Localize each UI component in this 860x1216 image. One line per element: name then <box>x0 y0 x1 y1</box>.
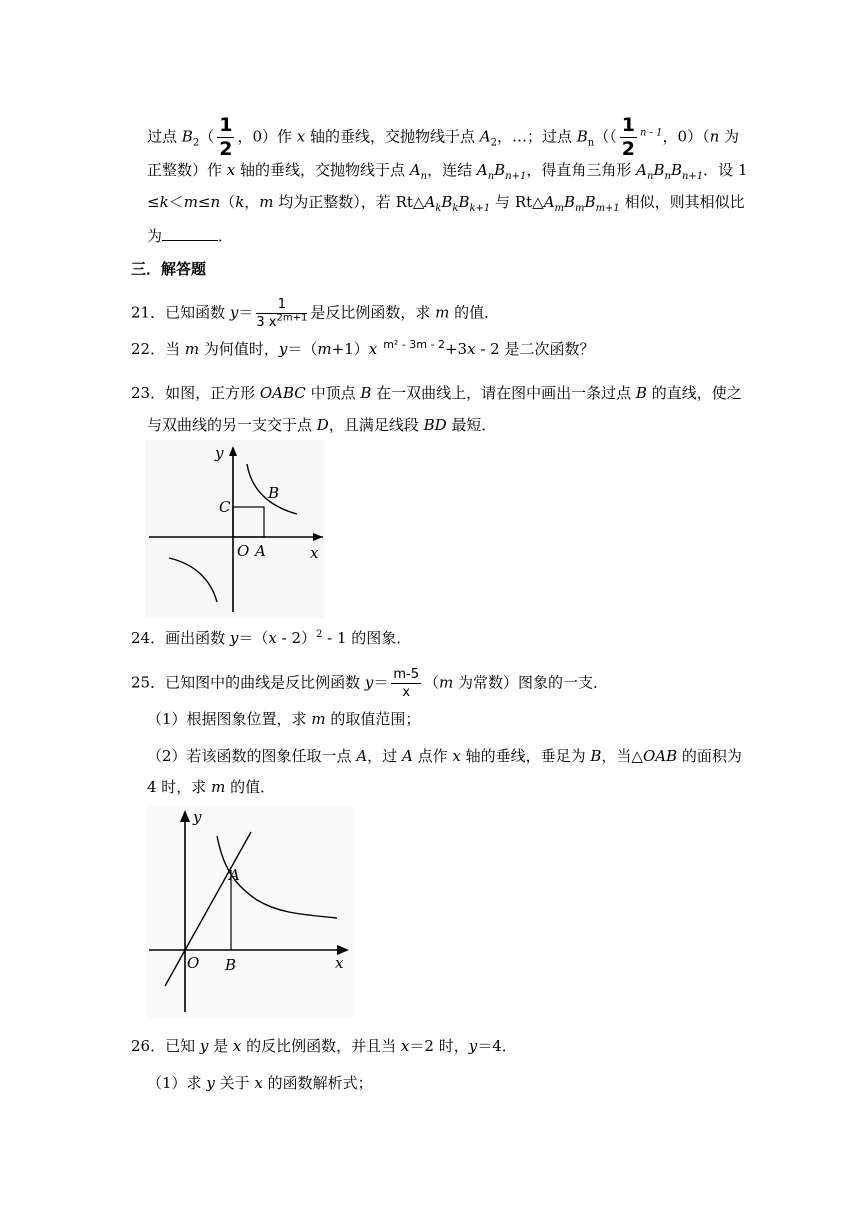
label-x: x <box>335 954 344 972</box>
fraction-25: $\frac{m-5}{x}$ <box>393 667 420 700</box>
label-O: O <box>237 542 250 560</box>
label-O: O <box>187 954 200 972</box>
question-25-part-2: （2）若该函数的图象任取一点 A，过 A 点作 x 轴的垂线，垂足为 B，当△OAB 的面积为 <box>147 747 742 765</box>
label-A: A <box>255 542 266 560</box>
question-21: 21．已知函数 y＝ $\frac{1}{3 x^{2m+1}}$ 是反比例函数，求 m 的值． <box>131 297 500 330</box>
figure-23 <box>145 440 325 618</box>
question-26: 26．已知 y 是 x 的反比例函数，并且当 x＝2 时，y＝4． <box>131 1037 517 1055</box>
question-23-line-1: 23．如图，正方形 OABC 中顶点 B 在一双曲线上，请在图中画出一条过点 B 的直线，使之 <box>131 384 742 402</box>
question-26-part-1: （1）求 y 关于 x 的函数解析式； <box>147 1074 373 1092</box>
question-25-part-2-cont: 4 时，求 m 的值． <box>147 778 276 796</box>
label-C: C <box>219 498 231 516</box>
label-y: y <box>193 808 202 826</box>
question-25: 25．已知图中的曲线是反比例函数 y＝ $\frac{m-5}{x}$ （m 为常数）图象的一支． <box>131 667 609 700</box>
q20-line-4: 为 ． <box>147 227 234 245</box>
question-25-part-1: （1）根据图象位置，求 m 的取值范围； <box>147 710 421 728</box>
label-A: A <box>229 866 240 884</box>
label-B: B <box>225 956 237 974</box>
q20-line-3: ≤k＜m≤n（k，m 均为正整数），若 $Rt\triangle A_kB_kB_{k+1}$ 与 $Rt\triangle A_mB_mB_{m+1}$ 相似，则其相似比 <box>147 193 745 214</box>
section-title: 三．解答题 <box>131 260 207 278</box>
fraction-one-half-power: $\frac{1}{2}$ <box>621 114 635 160</box>
label-x: x <box>310 544 319 562</box>
fraction-one-half: $\frac{1}{2}$ <box>219 114 233 160</box>
answer-blank <box>162 228 218 241</box>
q20-line-2: 正整数）作 x 轴的垂线，交抛物线于点 $A_n$，连结 $A_nB_{n+1}$，得直角三角形 $A_nB_nB_{n+1}$．设 1 <box>147 161 748 182</box>
question-24: 24．画出函数 y＝（x - 2）$^2$ - 1 的图象． <box>131 629 412 647</box>
figure-25 <box>147 806 353 1018</box>
label-y: y <box>215 444 224 462</box>
question-22: 22．当 m 为何值时，y＝（m+1）x $^{m^2 - 3m - 2}$+3x - 2 是二次函数？ <box>131 338 595 358</box>
q20-line-1: 过点 $B_2$（ $\frac{1}{2}$ ，0）作 x 轴的垂线，交抛物线于点 $A_2$，…；过点 $B_n$（（ $\frac{1}{2}$ $^{n - 1}$，0）（n 为 <box>147 114 740 160</box>
label-B: B <box>268 484 280 502</box>
question-23-line-2: 与双曲线的另一支交于点 D，且满足线段 BD 最短． <box>147 416 497 434</box>
fraction-21: $\frac{1}{3 x^{2m+1}}$ <box>256 297 308 330</box>
